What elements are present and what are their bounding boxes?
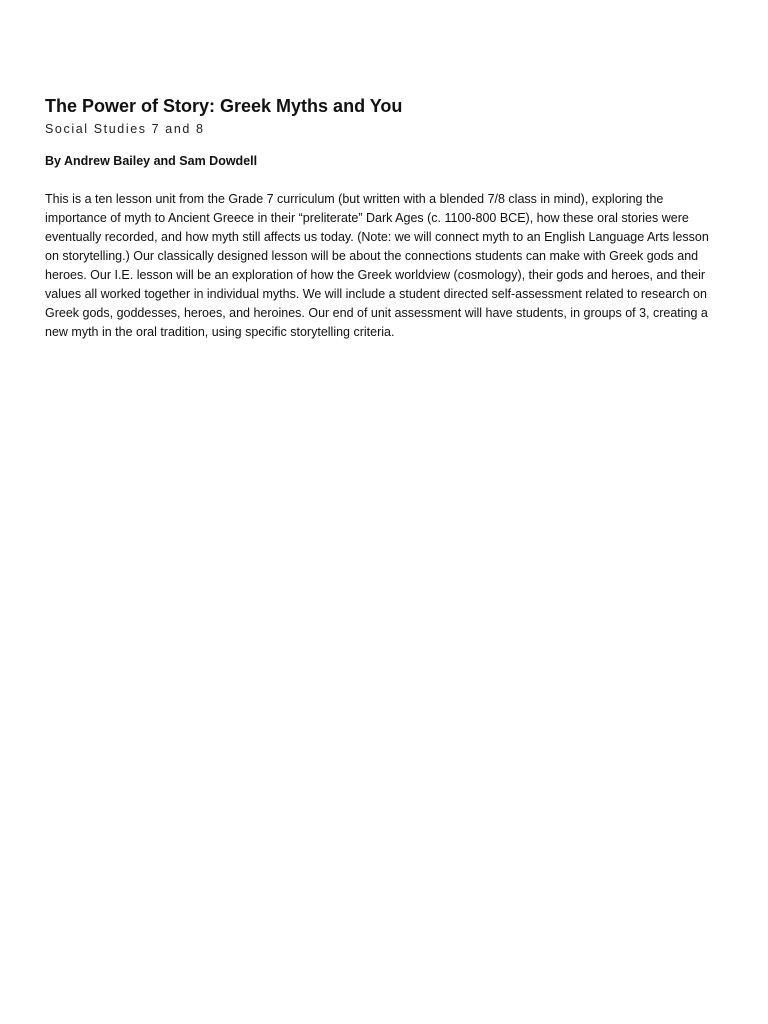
document-body-paragraph: This is a ten lesson unit from the Grade 7 curriculum (but written with a blended 7/8 class in mind), exploring the importance of myth to Ancient Greece in their “preliterate” Dark Ages (c. 1100-800 BCE), how these oral stories were eventually recorded, and how myth still affects us today. (Note: we will connect myth to an English Language Arts lesson on storytelling.) Our classically designed lesson will be about the connections students can make with Greek gods and heroes. Our I.E. lesson will be an exploration of how the Greek worldview (cosmology), their gods and heroes, and their values all worked together in individual myths. We will include a student directed self-assessment related to research on Greek gods, goddesses, heroes, and heroines. Our end of unit assessment will have students, in groups of 3, creating a new myth in the oral tradition, using specific storytelling criteria. [45,192,709,339]
document-subtitle: Social Studies 7 and 8 [45,122,205,136]
document-content [45,94,725,342]
document-title: The Power of Story: Greek Myths and You [45,96,403,116]
document-authors: By Andrew Bailey and Sam Dowdell [45,154,258,168]
